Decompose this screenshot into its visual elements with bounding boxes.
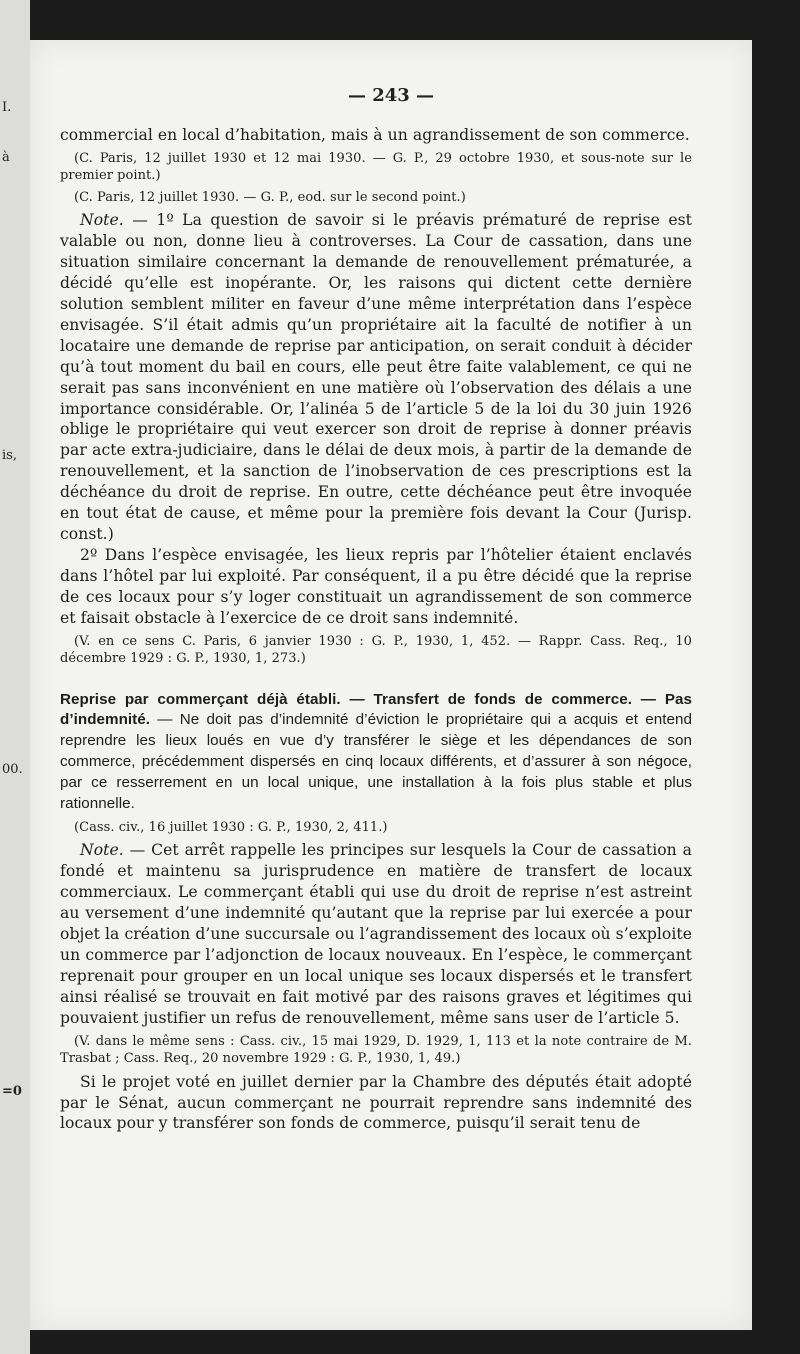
note-paragraph bbox=[60, 210, 692, 545]
citation: (C. Paris, 12 juillet 1930 et 12 mai 1930. — G. P., 29 octobre 1930, et sous-note sur le premier point.) bbox=[60, 150, 692, 184]
citation: (V. dans le même sens : Cass. civ., 15 mai 1929, D. 1929, 1, 113 et la note contraire de M. Trasbat ; Cass. Req., 20 novembre 1929 : G. P., 1930, 1, 49.) bbox=[60, 1033, 692, 1067]
paragraph: commercial en local d’habitation, mais à un agrandissement de son commerce. bbox=[60, 126, 690, 144]
page-number: — 243 — bbox=[347, 85, 435, 106]
margin-fragment: I. bbox=[2, 100, 12, 115]
section-gap bbox=[60, 672, 692, 690]
section-text: — Ne doit pas d’indemnité d’éviction le propriétaire qui a acquis et entend reprendre les lieux loués en vue d’y transférer le siège et les dépendances de son commerce, précédemment dispersés en cinq locaux différents, et d’assurer à son négoce, par ce resserrement en un local unique, une installation à la fois plus stable et plus rationnelle. bbox=[60, 711, 692, 813]
section-paragraph bbox=[60, 690, 692, 815]
margin-fragment: 00. bbox=[2, 762, 23, 777]
paragraph: Si le projet voté en juillet dernier par la Chambre des députés était adopté par le Sénat, aucun commerçant ne pourrait reprendre sans indemnité des locaux pour y transférer son fonds de commerce, puisqu’il serait tenu de bbox=[60, 1072, 692, 1133]
citation: (C. Paris, 12 juillet 1930. — G. P., eod. sur le second point.) bbox=[74, 189, 466, 205]
note-paragraph: 2º Dans l’espèce envisagée, les lieux repris par l’hôtelier étaient enclavés dans l’hôtel par lui exploité. Par conséquent, il a pu être décidé que la reprise de ces locaux pour s’y loger constituait un agrandissement de son commerce et faisait obstacle à l’exercice de ce droit sans indemnité. bbox=[60, 545, 692, 627]
note-paragraph bbox=[60, 840, 692, 1028]
citation: (Cass. civ., 16 juillet 1930 : G. P., 1930, 2, 411.) bbox=[74, 819, 388, 835]
margin-fragment: =0 bbox=[2, 1084, 22, 1099]
section-heading: Reprise par commerçant déjà établi. — Transfert de fonds de commerce. — Pas d’indemnité. bbox=[60, 690, 692, 729]
citation: (V. en ce sens C. Paris, 6 janvier 1930 : G. P., 1930, 1, 452. — Rappr. Cass. Req., 10 décembre 1929 : G. P., 1930, 1, 273.) bbox=[60, 633, 692, 667]
note-label: Note. bbox=[80, 841, 124, 860]
note-label: Note. bbox=[80, 211, 124, 230]
margin-fragment: is, bbox=[2, 448, 17, 463]
note-text: — 1º La question de savoir si le préavis prématuré de reprise est valable ou non, donne lieu à controverses. La Cour de cassation, dans une situation similaire concernant la demande de renouvellement prématurée, a décidé qu’elle est inopérante. Or, les raisons qui dictent cette dernière solution semblent militer en faveur d’une même interprétation dans l’espèce envisagée. S’il était admis qu’un propriétaire ait la faculté de notifier à un locataire une demande de reprise par anticipation, on serait conduit à décider qu’à tout moment du bail en cours, elle peut être faite valablement, ce qui ne serait pas sans inconvénient en une matière où l’observation des délais a une importance considérable. Or, l’alinéa 5 de l’article 5 de la loi du 30 juin 1926 oblige le propriétaire qui veut exercer son droit de reprise à donner préavis par acte extra-judiciaire, dans le délai de deux mois, à partir de la demande de renouvellement, et la sanction de l’inobservation de ces prescriptions est la déchéance du droit de reprise. En outre, cette déchéance peut être invoquée en tout état de cause, et même pour la première fois devant la Cour (Jurisp. const.) bbox=[60, 211, 692, 543]
adjacent-page-strip bbox=[0, 0, 30, 1354]
document-page bbox=[30, 40, 752, 1330]
margin-fragment: à bbox=[2, 150, 10, 165]
page-content bbox=[60, 125, 692, 1134]
note-text: — Cet arrêt rappelle les principes sur lesquels la Cour de cassation a fondé et maintenu sa jurisprudence en matière de transfert de locaux commerciaux. Le commerçant établi qui use du droit de reprise n’est astreint au versement d’une indemnité qu’autant que la reprise par lui exercée a pour objet la création d’une succursale ou l’agrandissement des locaux où s’exploite un commerce par l’adjonction de locaux nouveaux. En l’espèce, le commerçant reprenait pour grouper en un local unique ses locaux dispersés et le transfert ainsi réalisé se trouvait en fait motivé par des raisons graves et légitimes qui pouvaient justifier un refus de renouvellement, même sans user de l’article 5. bbox=[60, 841, 692, 1027]
